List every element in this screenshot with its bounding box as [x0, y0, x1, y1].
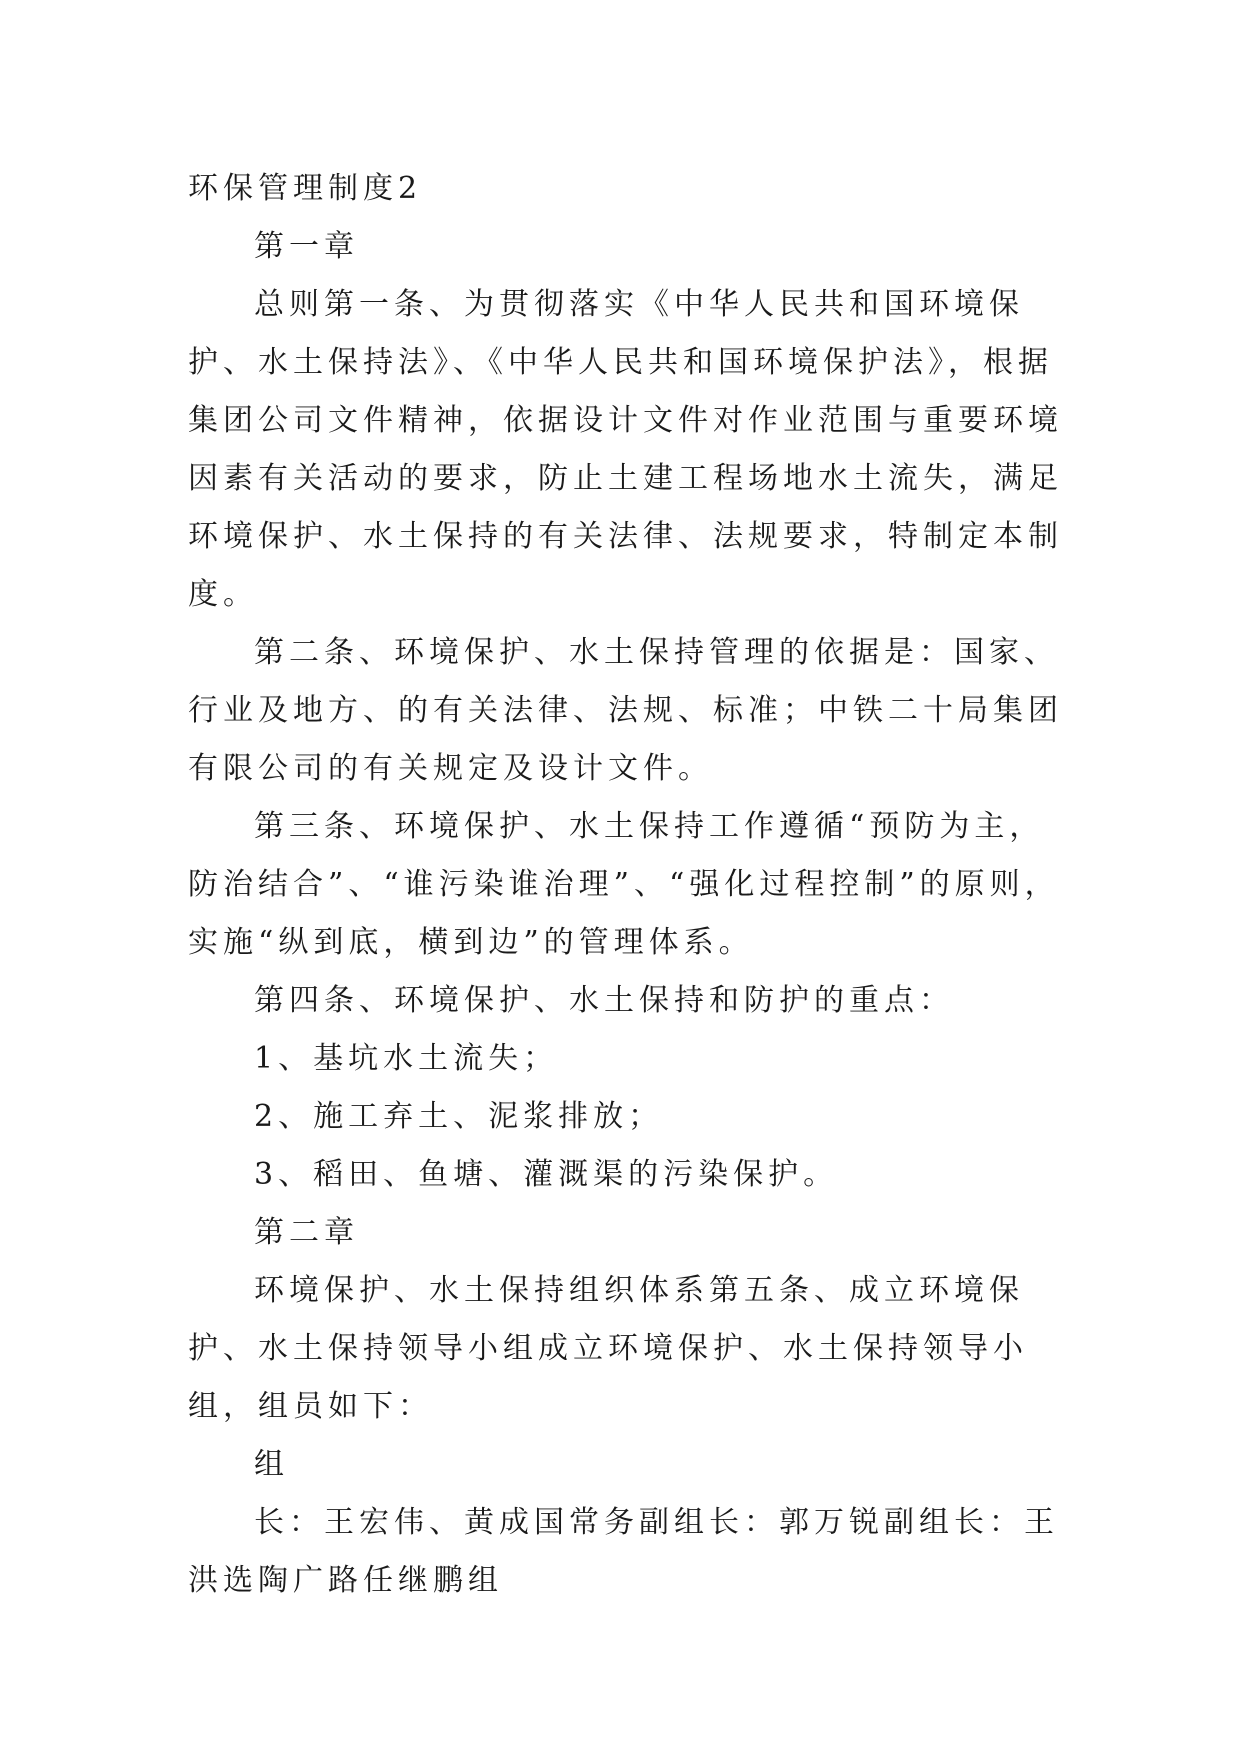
list-item-2: 2、施工弃土、泥浆排放；: [254, 1099, 664, 1134]
paragraph-members: 长：王宏伟、黄成国常务副组长：郭万锐副组长：王洪选陶广路任继鹏组: [188, 1505, 1059, 1598]
paragraph-article-4: 第四条、环境保护、水土保持和防护的重点：: [254, 983, 954, 1018]
list-item-3: 3、稻田、鱼塘、灌溉渠的污染保护。: [254, 1157, 839, 1192]
chapter-heading-1: 第一章: [254, 229, 359, 264]
paragraph-article-5: 环境保护、水土保持组织体系第五条、成立环境保护、水土保持领导小组成立环境保护、水土保持领导小组，组员如下：: [188, 1273, 1028, 1424]
document-body: [188, 160, 1068, 1610]
paragraph-article-3: 第三条、环境保护、水土保持工作遵循“预防为主，防治结合”、“谁污染谁治理”、“强化过程控制”的原则，实施“纵到底，横到边”的管理体系。: [188, 809, 1060, 960]
document-title: 环保管理制度2: [188, 171, 423, 206]
paragraph-article-1: 总则第一条、为贯彻落实《中华人民共和国环境保护、水土保持法》、《中华人民共和国环境保护法》，根据集团公司文件精神，依据设计文件对作业范围与重要环境因素有关活动的要求，防止土建工程场地水土流失，满足环境保护、水土保持的有关法律、法规要求，特制定本制度。: [188, 287, 1063, 612]
paragraph-article-2: 第二条、环境保护、水土保持管理的依据是：国家、行业及地方、的有关法律、法规、标准；中铁二十局集团有限公司的有关规定及设计文件。: [188, 635, 1063, 786]
chapter-heading-2: 第二章: [254, 1215, 359, 1250]
paragraph-group-label: 组: [254, 1447, 289, 1482]
list-item-1: 1、基坑水土流失；: [254, 1041, 559, 1076]
